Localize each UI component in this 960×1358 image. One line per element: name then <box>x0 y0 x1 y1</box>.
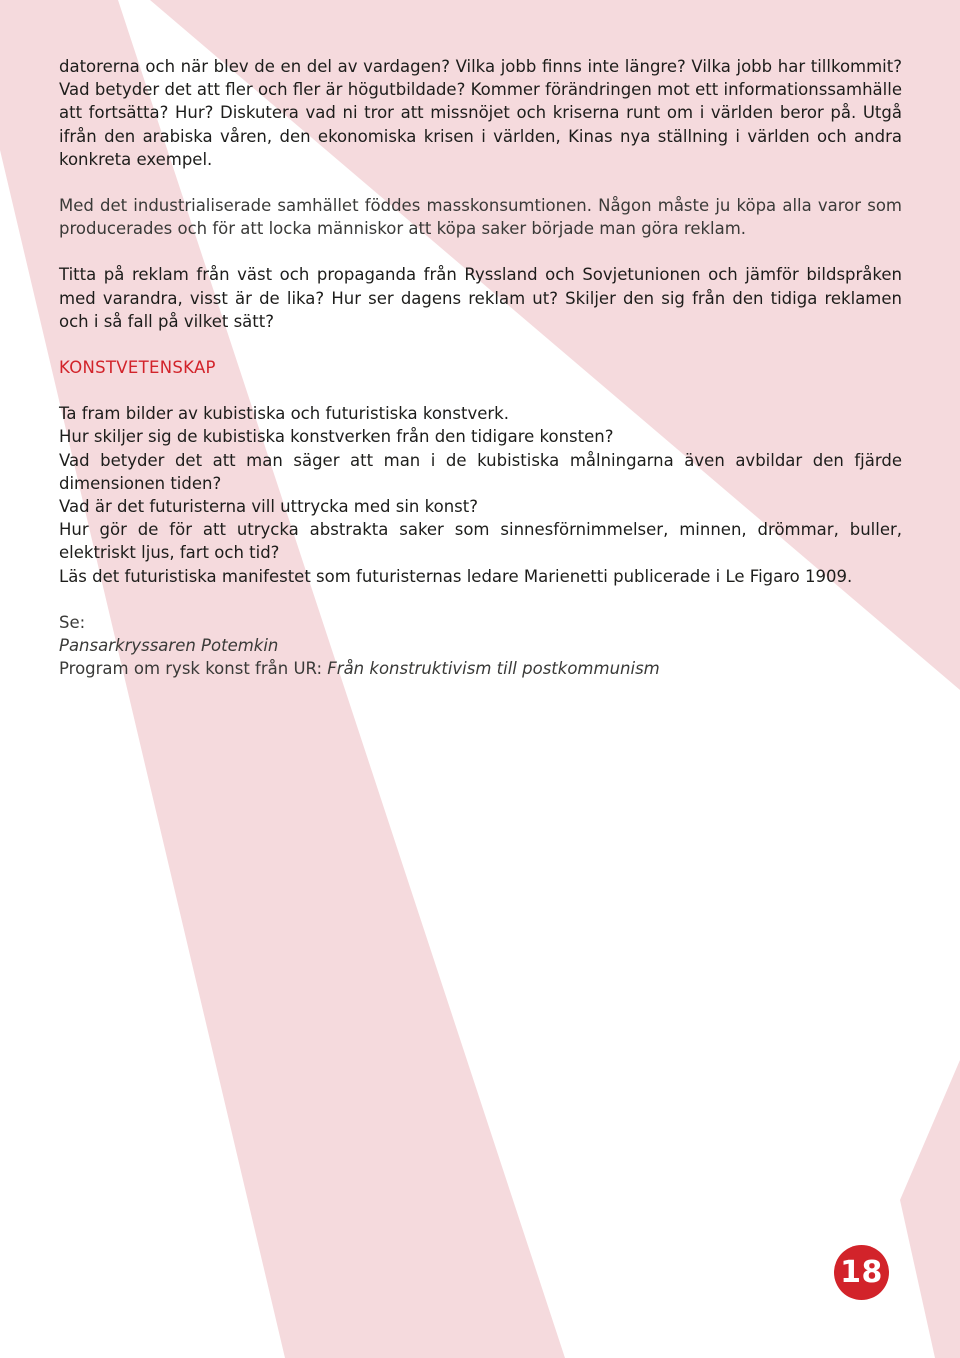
see-item-film: Pansarkryssaren Potemkin <box>59 636 279 656</box>
section-heading: KONSTVETENSKAP <box>59 358 216 378</box>
paragraph-informationssamhalle: datorerna och när blev de en del av vardagen? Vilka jobb finns inte längre? Vilka jobb har tillkommit? Vad betyder det att fler och fler är högutbildade? Kommer förändringen mot ett informationssamhälle att fortsätta? Hur? Diskutera vad ni tror att missnöjet och kriserna runt om i världen beror på. Utgå ifrån den arabiska våren, den ekonomiska krisen i världen, Kinas nya ställning i världen och andra konkreta exempel. <box>59 57 902 169</box>
question-6: Läs det futuristiska manifestet som futuristernas ledare Marienetti publicerade i Le Figaro 1909. <box>59 566 853 586</box>
stripe-far-right <box>900 1060 960 1358</box>
main-text <box>59 55 902 680</box>
paragraph-masskonsumtion: Med det industrialiserade samhället föddes masskonsumtionen. Någon måste ju köpa alla varor som producerades och för att locka människor att köpa saker började man göra reklam. <box>59 196 902 239</box>
see-item-program <box>59 657 902 680</box>
question-1: Ta fram bilder av kubistiska och futuristiska konstverk. <box>59 404 509 424</box>
page-number: 18 <box>840 1254 883 1290</box>
question-3: Vad betyder det att man säger att man i de kubistiska målningarna även avbildar den fjärde dimensionen tiden? <box>59 450 902 493</box>
question-4: Vad är det futuristerna vill uttrycka med sin konst? <box>59 497 478 517</box>
see-label: Se: <box>59 612 86 632</box>
paragraph-reklam: Titta på reklam från väst och propaganda från Ryssland och Sovjetunionen och jämför bildspråken med varandra, visst är de lika? Hur ser dagens reklam ut? Skiljer den sig från den tidiga reklamen och i så fall på vilket sätt? <box>59 265 902 331</box>
question-5: Hur gör de för att utrycka abstrakta saker som sinnesförnimmelser, minnen, drömmar, buller, elektriskt ljus, fart och tid? <box>59 520 902 563</box>
page-number-badge <box>834 1245 889 1300</box>
see-item-program-title: Från konstruktivism till postkommunism <box>327 659 660 679</box>
question-2: Hur skiljer sig de kubistiska konstverken från den tidigare konsten? <box>59 427 614 447</box>
see-item-program-prefix: Program om rysk konst från UR: <box>59 659 328 679</box>
